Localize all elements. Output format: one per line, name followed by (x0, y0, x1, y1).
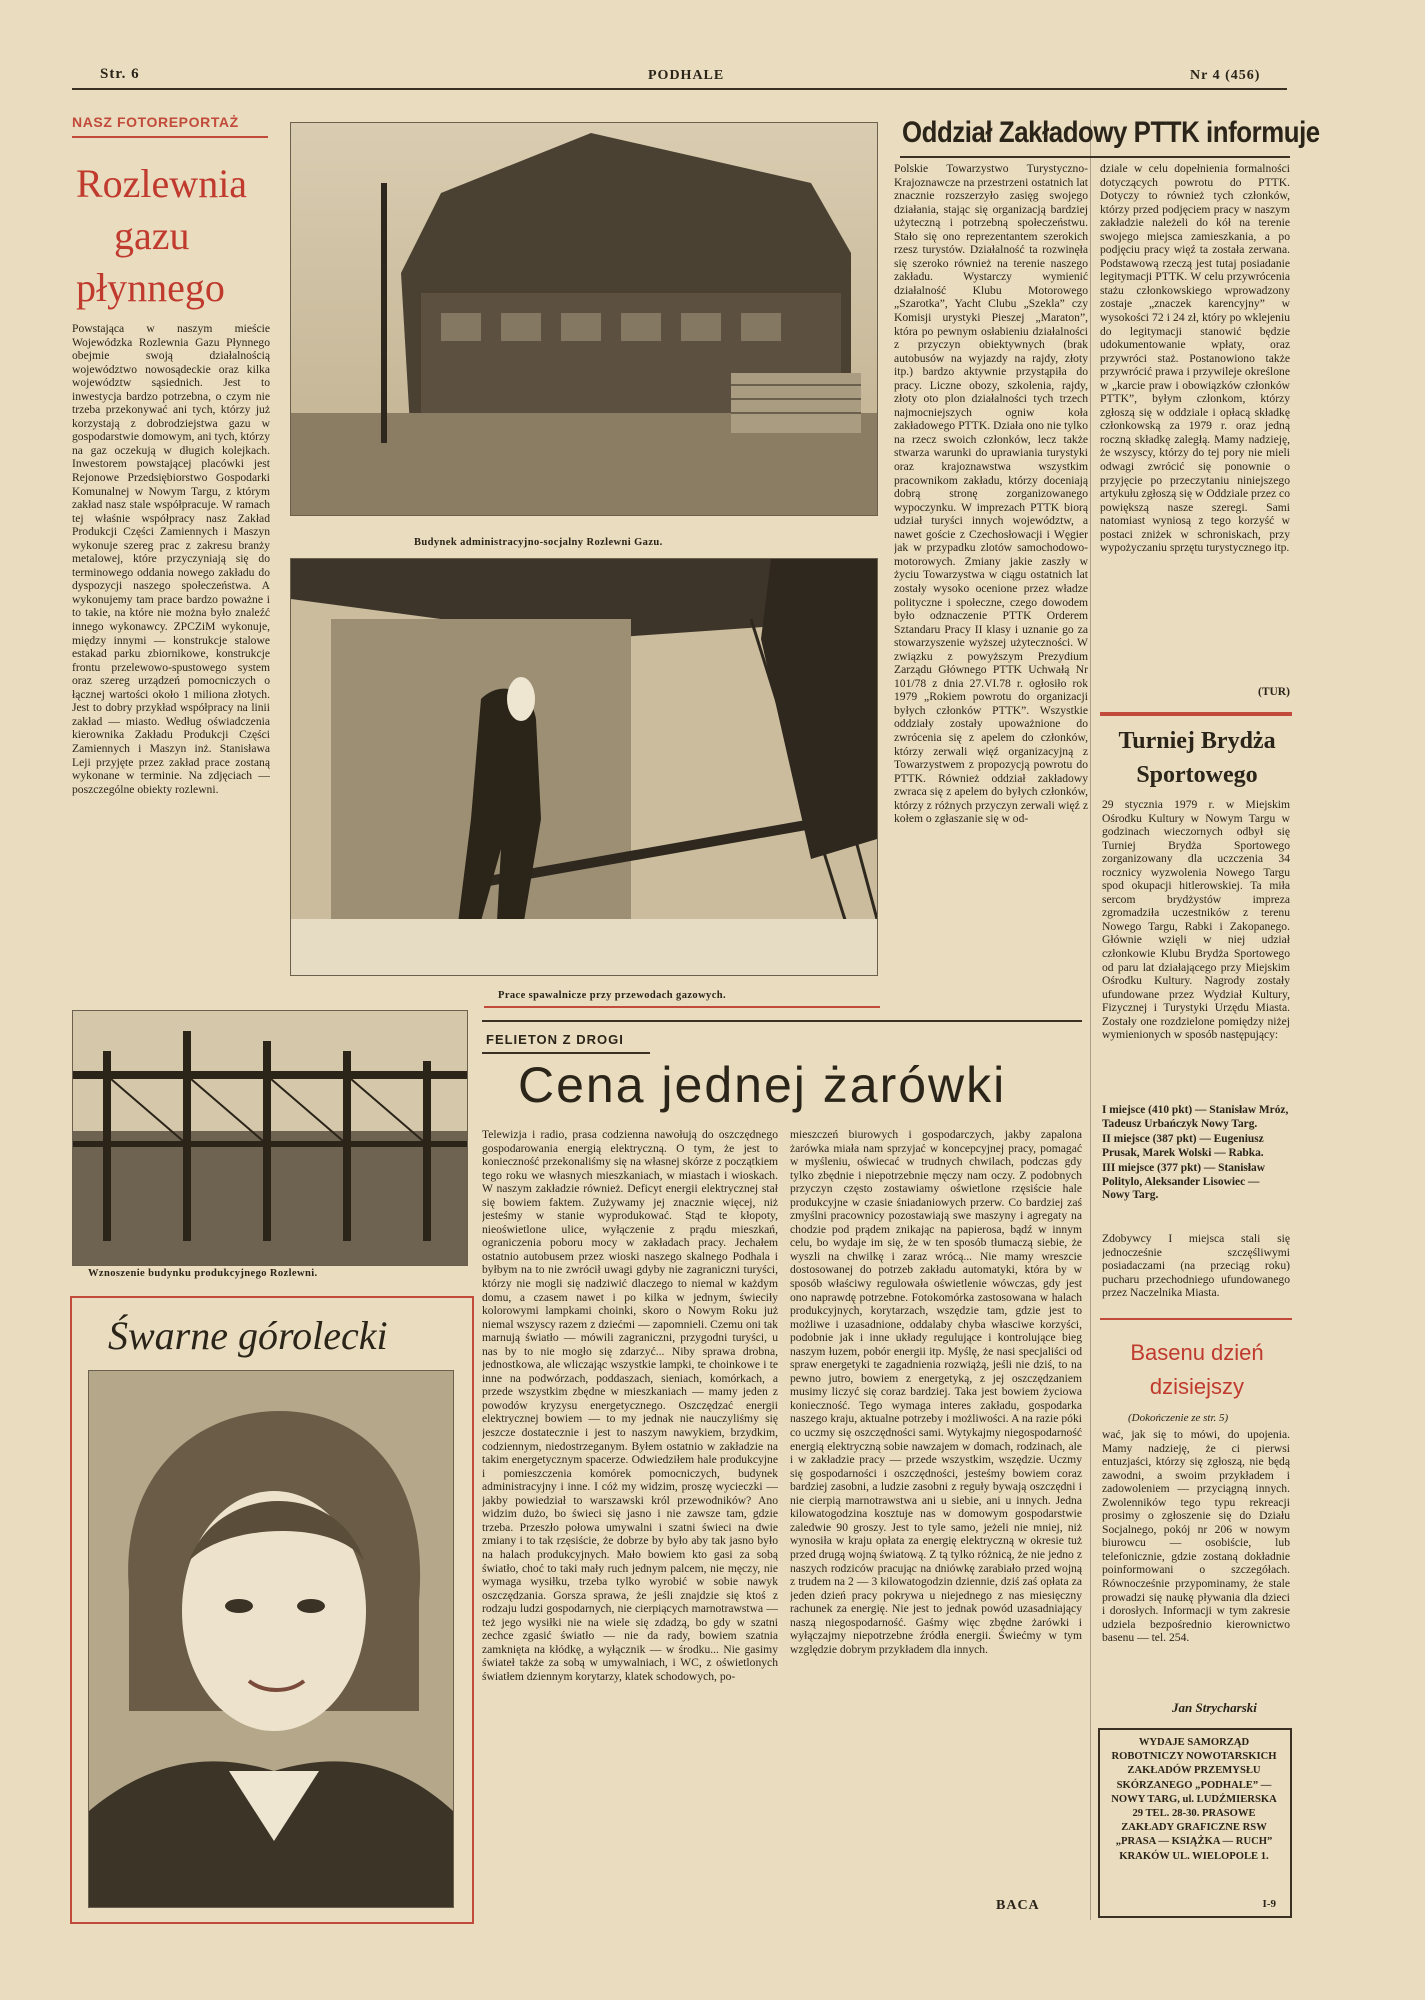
welding-image (291, 559, 877, 975)
pttk-end-rule (1100, 712, 1292, 716)
gas-title-line-2: gazu (114, 213, 190, 258)
pttk-title: Oddział Zakładowy PTTK informuje (902, 116, 1320, 149)
gas-title-line-1: Rozlewnia (76, 161, 248, 206)
page-number: Str. 6 (100, 66, 140, 82)
bridge-outro: Zdobywcy I miejsca stali się jednocześnie szczęśliwymi posiadaczami (na przeciąg roku) pucharu przechodniego ufundowanego przez Naczelnika Miasta. (1102, 1232, 1290, 1300)
photo-welding (290, 558, 878, 976)
photo-admin-caption: Budynek administracyjno-socjalny Rozlewni Gazu. (414, 537, 663, 548)
welding-caption-rule (484, 1006, 880, 1008)
feleton-text-col1: Telewizja i radio, prasa codzienna nawołują do oszczędnego gospodarowania energią elektryczną. O tym, że jest to konieczność przekonaliśmy się na własnej skórze z początkiem tego roku we własnych mieszkaniach, w miastach i wioskach. W naszym zakładzie również. Deficyt energii elektrycznej stał się bowiem faktem. Zużywamy jej znacznie więcej, niż jesteśmy w stanie wyprodukować. Stąd te kłopoty, nieoświetlone ulice, wyłączenie z prądu mieszkań, ograniczenia poboru mocy w zakładach pracy. Jechałem ostatnio autobusem przez wioski naszego skalnego Podhala i byłbym na to nie zwrócił uwagi gdyby nie zagraniczni turyści, którzy nie mogli się nadziwić dlaczego to niemal w każdym domu, a czasem nawet i po kilka w jednym, świeciły kolorowymi lampkami choinki, skoro o Nowym Roku już niemal wszyscy razem z dziećmi — zapomnieli. Czemu oni tak marnują światło — mówili zagraniczni, przygodni turyści, u nas by to nie mogło się zdarzyć... Niby sprawa drobna, jednostkowa, ale wliczając wszystkie lampki, te choinkowe i te inne na podwórzach, poddaszach, sieniach, komórkach, a przede wszystkim zbędne w mieszkaniach — mamy jeden z powodów kryzysu energetycznego. Oszczędzać energii elektrycznej bowiem — to my jednak nie nauczyliśmy się jeszcze dostatecznie i jest to naszym nawykiem, brzydkim, codziennym, niedostrzeganym. Byłem ostatnio w zakładzie na takim energetycznym spacerze. Odwiedziłem hale produkcyjne i pomieszczenia komórek pomocniczych, budynek administracyjny i inne. I cóż my widzim, proszę wycieczki — jakby powiedział to warszawski król przewodników? Ano widzim dużo, bo świeci się jasno i nie zawsze tam, gdzie trzeba. Przeszło połowa umywalni i szatni świeci na dwie zmiany i to tak rzęsiście, że dobrze by było aby tak jasno było na halach produkcyjnych. Mało bowiem kto gasi za sobą światło, choć to taki mały ruch jednym palcem, nie męczy, nie wymaga wysiłku, trzeba tylko wyrobić w sobie nawyk oszczędzania. Gorsza sprawa, że jeśli znajdzie się ktoś z rodzaju ludzi gospodarnych, nie cierpiących marnotrawstwa — też jego wysiłki nie na wiele się zdadzą, bo gdy w szatni zechce zgasić światło — nie da rady, bowiem szatnia zamknięta na kłódkę, a wyłącznik — w środku... Nie gasimy świateł także za sobą w umywalniach, i WC, z oświetlonych światłem dziennym korytarzy, klatek schodowych, po- (482, 1128, 778, 1683)
feleton-kicker: FELIETON Z DROGI (486, 1032, 624, 1047)
pool-author: Jan Strycharski (1172, 1700, 1257, 1715)
bridge-end-rule (1100, 1318, 1292, 1320)
pool-continued-note: (Dokończenie ze str. 5) (1128, 1412, 1229, 1424)
feleton-text-col2: mieszczeń biurowych i gospodarczych, jakby zapalona żarówka miała nam sprzyjać w koncepcyjnej pracy, pomagać w myśleniu, oświecać w trudnych chwilach, podczas gdy tylko zbędnie i niepotrzebnie męczy nam oczy. Z podobnych przyczyn często zostawiamy oświetlone rzęsiście hale produkcyjne w czasie śniadaniowych przerw. Co bardziej zaś zmyślni pracownicy pozostawiają swe maszyny i agregaty na chodzie pod prądem znikając na papierosa, bądź w innym celu, bo wydaje im się, że w ten sposób tłumaczą siebie, że wyszli na chwilkę i zaraz wrócą... Nie mamy wreszcie dostosowanej do potrzeb zakładu automatyki, która by w sposób właściwy regulowała oświetlenie wówczas, gdy jest ono naprawdę potrzebne. Fotokomórka zastosowana w halach produkcyjnych, korytarzach, wszędzie tam, gdzie jest to możliwe i uzasadnione, oddalaby chyba własciwe korzyści, podobnie jak i inne układy regulujące i kontrolujące bieg naszym łuzem, pobór energii itp. Myślę, że nasi specjaliści od spraw energetyki te zagadnienia rozwiążą, jeśli nie dziś, to na pewno jutro, bowiem z energetyką, z jej oszczędzaniem musimy liczyć się coraz bardziej. Taka jest bowiem życiowa konieczność. Tego wymaga interes zakładu, gospodarka naszego kraju, aktualne potrzeby i możliwości. A na razie póki co uczmy się oszczędności sami. Wytykajmy niegospodarność energią elektryczną sobie nawzajem w domach, rodzinach, ale i w zakładzie pracy — przede wszystkim, wszędzie. Uczmy się gospodarności i oszczędności, jesteśmy bowiem coraz bardziej zasobni, a ludzie zasobni z reguły bywają oszczędni i nie cierpią marnotrawstwa ani u siebie, ani u innych. Jedna kilowatogodzina kosztuje nas w domowym gospodarstwie zaledwie 90 groszy. Jest to tyle samo, jeżeli nie mniej, niż wynosiła w kraju opłata za energię elektryczną w okresie tuż przed drugą wojną światową. Z tą tylko różnicą, że nie jedno z naszych rodziców pracując na dniówkę zarabiało przed wojną z trudem na 2 — 3 kilowatogodzin dziennie, dziś zaś opłata za jeden dzień pracy pokrywa u niejednego z nas miesięczny rachunek za energię. Nie jest to jednak powód uzasadniający naszą niegospodarność. Gaśmy więc zbędne żarówki i wyłączajmy niepotrzebne źródła energii. Świećmy w tym względzie dobrym przykładem dla innych. (790, 1128, 1082, 1656)
bridge-title (1104, 724, 1290, 792)
bridge-title-line-1: Turniej Brydża (1118, 728, 1276, 754)
photo-admin-building (290, 122, 878, 516)
issue-number: Nr 4 (456) (1190, 68, 1261, 83)
swarne-title: Śwarne górolecki (108, 1313, 388, 1358)
pttk-text-col1: Polskie Towarzystwo Turystyczno-Krajoznawcze na przestrzeni ostatnich lat znacznie rozszerzyło zasięg swojego działania, stając się organizacją bardziej użyteczną i potrzebną społeczeństwu. Stało się ono reprezentantem szerokich rzesz turystów. Działalność ta rozwinęła się szeroko również na terenie naszego zakładu. Wystarczy wymienić działalność Klubu Motorowego „Szarotka”, Yacht Clubu „Szekla” czy Komisji urystyki Pieszej „Maraton”, która po pewnym osłabieniu działalności z przyczyn obiektywnych (brak autobusów na wyjazdy na rajdy, złoty itp.) bardzo aktywnie przystąpiła do pracy. Liczne obozy, szkolenia, rajdy, złoty oto plon działalności tych trzech najmocniejszych ogniw koła zakładowego PTTK. Działa ono nie tylko na rzecz swoich członków, lecz także stwarza warunki do uprawiania turystyki oraz krajoznawstwa wszystkim pracownikom zakładu, którzy doceniają dobrą stronę zorganizowanego wypoczynku. W imprezach PTTK biorą udział turyści innych województw, a nawet goście z Czechosłowacji i Węgier jak w przypadku zlotów samochodowo-motorowych. Zmiany jakie zaszły w życiu Towarzystwa w ciągu ostatnich lat zostały wysoko ocenione przez władze polityczne i społeczne, czego dowodem było odznaczenie PTTK Orderem Sztandaru Pracy II klasy i uznanie go za stowarzyszenie wyższej użyteczności. W związku z powyższym Prezydium Zarządu Głównego PTTK Uchwałą Nr 101/78 z dnia 27.VI.78 r. ogłosiło rok 1979 „Rokiem powrotu do organizacji byłych członków PTTK”. Wszystkie oddziały zostały upoważnione do zwrócenia się z apelem do członków, którzy zerwali więź organizacyjną z Towarzystwem z propozycją powrotu do PTTK. Również oddział zakładowy zwraca się z apelem do byłych członków, którzy z różnych przyczyn zerwali więź z kołem o zgłaszanie się w od- (894, 162, 1088, 826)
masthead-rule (72, 88, 1287, 90)
pool-text: wać, jak się to mówi, do upojenia. Mamy nadzieję, że ci pierwsi entuzjaści, którzy się zgłoszą, nie będą zawodni, a swoim przykładem i zadowoleniem — przyciągną innych. Zwolenników tego typu rekreacji prosimy o zgłoszenie się do Działu Socjalnego, pokój nr 206 w nowym biurowcu — osobiście, lub telefonicznie, gdzie zostaną dokładnie poinformowani o szczegółach. Równocześnie przypominamy, że stale prowadzi się naukę pływania dla dzieci i dorosłych. Informacji w tym zakresie udziela bezpośrednio kierownictwo basenu — tel. 254. (1102, 1428, 1290, 1645)
portrait-image (89, 1371, 453, 1907)
kicker-rule (72, 136, 268, 138)
bridge-text: 29 stycznia 1979 r. w Miejskim Ośrodku Kultury w Nowym Targu w godzinach wieczornych odbył się Turniej Brydża Sportowego zorganizowany dla uczczenia 34 rocznicy wyzwolenia Nowego Targu spod okupacji hitlerowskiej. Ta miła sercom brydżystów impreza zgromadziła uczestników z terenu Nowego Targu, Rabki i Zakopanego. Głównie wzięli w niej udział członkowie Klubu Brydża Sportowego od paru lat działającego przy Miejskim Ośrodku Kultury. Nagrody zostały ufundowane przez Wydział Kultury, Fizycznej i Turystyki Urzędu Miasta. Zostały one rozdzielone pomiędzy niżej wymienionych w sposób następujący: (1102, 798, 1290, 1042)
feleton-top-rule (482, 1020, 1082, 1022)
imprint-code: I-9 (1262, 1898, 1276, 1910)
feleton-signature: BACA (996, 1898, 1040, 1913)
column-divider (1090, 120, 1091, 1920)
pool-title-line-2: dzisiejszy (1149, 1374, 1245, 1399)
gas-story-kicker: NASZ FOTOREPORTAŻ (72, 114, 239, 130)
pttk-signature: (TUR) (1258, 686, 1290, 698)
photo-production-building (72, 1010, 468, 1266)
bridge-title-line-2: Sportowego (1136, 762, 1258, 788)
imprint-box (1098, 1728, 1292, 1918)
bridge-result-2: II miejsce (387 pkt) — Eugeniusz Prusak, Marek Wolski — Rabka. (1102, 1133, 1264, 1159)
feleton-kicker-rule (482, 1052, 650, 1054)
swarne-gorolecki-box (70, 1296, 474, 1924)
bridge-results (1102, 1104, 1290, 1203)
imprint-text: WYDAJE SAMORZĄD ROBOTNICZY NOWOTARSKICH ZAKŁADÓW PRZEMYSŁU SKÓRZANEGO „PODHALE” — NOWY TARG, ul. LUDŹMIERSKA 29 TEL. 28-30. PRASOWE ZAKŁADY GRAFICZNE RSW „PRASA — KSIĄŻKA — RUCH” KRAKÓW UL. WIELOPOLE 1. (1111, 1737, 1277, 1862)
gas-story-title (76, 158, 247, 314)
pool-title (1104, 1336, 1290, 1404)
photo-welding-caption: Prace spawalnicze przy przewodach gazowych. (498, 990, 727, 1001)
pttk-title-rule (900, 156, 1290, 158)
photo-production-caption: Wznoszenie budynku produkcyjnego Rozlewni. (88, 1268, 318, 1279)
gas-title-line-3: płynnego (76, 265, 225, 310)
gas-story-text: Powstająca w naszym mieście Wojewódzka Rozlewnia Gazu Płynnego obejmie swoją działalnością województwo nowosądeckie oraz kilka województw sąsiednich. Jest to inwestycja bardzo potrzebna, o czym nie trzeba przekonywać ani tych, którzy już korzystają z dobrodziejstwa gazu w gospodarstwie domowym, ani tych, którzy na gaz oczekują w długich kolejkach. Inwestorem powstającej placówki jest Rejonowe Przedsiębiorstwo Gospodarki Komunalnej w Nowym Targu, z którym zakład nasz stale współpracuje. W ramach tej właśnie współpracy nasz Zakład Produkcji Części Zamiennych i Maszyn wykonuje szereg prac z zakresu branży metalowej, które przyczyniają się do terminowego oddania nowego zakładu do dyspozycji naszego społeczeństwa. A wykonujemy tam prace bardzo poważne i to takie, na które nie można było znaleźć innego wykonawcy. ZPCZiM wykonuje, między innymi — konstrukcje stalowe estakad parku zbiornikowe, konstrukcje frontu przelewowo-spustowego system oraz szereg urządzeń pomocniczych o łącznej wartości około 1 miliona złotych. Jest to dobry przykład współpracy na linii zakład — miasto. Według oświadczenia kierownika Zakładu Produkcji Części Zamiennych i Maszyn inż. Stanisława Leji przyjęte przez zakład prace zostaną wykonane w terminie. Na zdjęciach — poszczególne obiekty rozlewni. (72, 322, 270, 796)
portrait-photo (88, 1370, 454, 1908)
production-building-image (73, 1011, 467, 1265)
feleton-title: Cena jednej żarówki (518, 1057, 1007, 1113)
pool-title-line-1: Basenu dzień (1130, 1340, 1264, 1365)
bridge-result-3: III miejsce (377 pkt) — Stanisław Politylo, Aleksander Lisowiec — Nowy Targ. (1102, 1162, 1265, 1201)
bridge-result-1: I miejsce (410 pkt) — Stanisław Mróz, Tadeusz Urbańczyk Nowy Targ. (1102, 1104, 1289, 1130)
admin-building-image (291, 123, 877, 515)
pttk-text-col2: dziale w celu dopełnienia formalności dotyczących powrotu do PTTK. Dotyczy to również tych członków, którzy przed podjęciem pracy w naszym zakładzie należeli do kół na terenie swojego miejsca zamieszkania, a po podjęciu pracy więź ta została zerwana. Podstawową rzeczą jest tutaj posiadanie legitymacji PTTK. W celu przywrócenia stażu członkowskiego wprowadzony zostaje „znaczek karencyjny” w wysokości 72 i 24 zł, który po wklejeniu do legitymacji stanowić będzie udokumentowanie wpłaty, oraz przywróci staż. Postanowiono także przywrócić prawa i przywileje określone w „karcie praw i obowiązków członków PTTK”, byłym członkom, którzy zgłoszą się w oddziale i opłacą składkę członkowską za 1979 r. oraz jedną roczną składkę zaległą. Mamy nadzieję, że wszyscy, którzy do tej pory nie mieli odwagi zwrócić się ponownie o przyjęcie po przeczytaniu niniejszego artykułu zgłoszą się w Oddziale przez co powiększą nasze szeregi. Sami natomiast wyniosą z tego korzyść w postaci zniżek w schroniskach, przy wypożyczaniu sprzętu turystycznego itp. (1100, 162, 1290, 555)
newspaper-name: PODHALE (648, 68, 725, 83)
